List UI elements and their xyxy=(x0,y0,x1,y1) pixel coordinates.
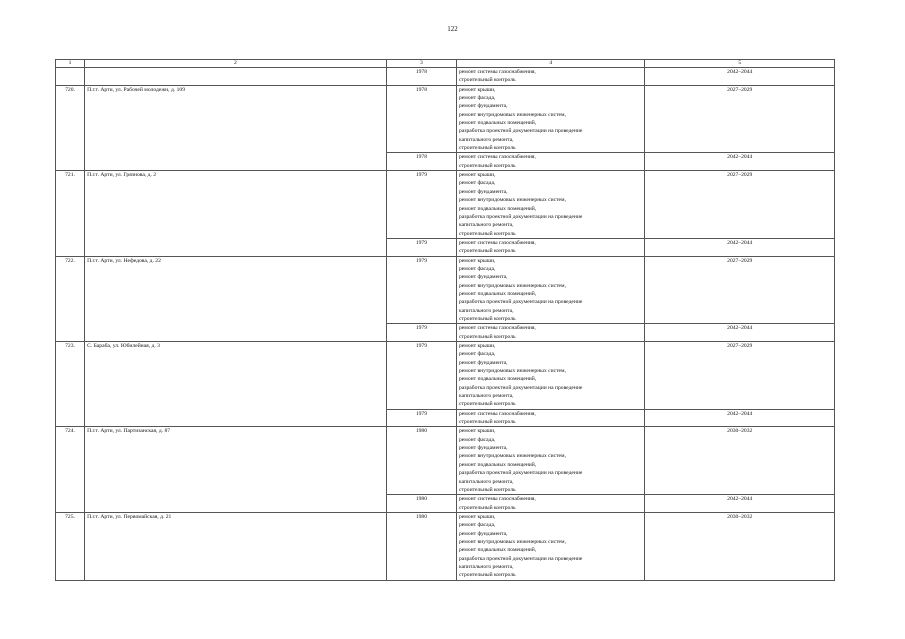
table-header-row xyxy=(56,60,835,68)
work-item: капитального ремонта, xyxy=(459,393,514,400)
work-item: ремонт фасада, xyxy=(459,265,496,272)
works-cell xyxy=(457,85,645,153)
year-cell: 1979 xyxy=(386,324,456,342)
work-item: строительный контроль xyxy=(459,486,516,493)
works-cell xyxy=(457,324,645,342)
table-row xyxy=(56,171,835,239)
year-cell: 1979 xyxy=(386,256,456,324)
work-item: ремонт подвальных помещений, xyxy=(459,547,537,554)
works-cell xyxy=(457,256,645,324)
row-number-cell: 720. xyxy=(56,85,85,170)
table-row xyxy=(56,427,835,495)
row-number-cell: 724. xyxy=(56,427,85,512)
period-cell: 2027–2029 xyxy=(645,171,835,239)
works-cell xyxy=(457,512,645,580)
work-item: ремонт системы газоснабжения, xyxy=(459,154,536,161)
work-item: разработка проектной документации на проведение xyxy=(459,470,583,477)
year-cell: 1978 xyxy=(386,85,456,153)
work-item: ремонт крыши, xyxy=(459,86,496,93)
address-cell: С. Бараба, ул. Юбилейная, д. 3 xyxy=(85,342,387,427)
period-cell: 2027–2029 xyxy=(645,342,835,410)
work-item: ремонт крыши, xyxy=(459,172,496,179)
work-item: ремонт фасада, xyxy=(459,351,496,358)
work-item: строительный контроль xyxy=(459,315,516,322)
work-item: ремонт фасада, xyxy=(459,180,496,187)
period-cell: 2042–2044 xyxy=(645,68,835,86)
work-item: капитального ремонта, xyxy=(459,222,514,229)
column-header-2: 2 xyxy=(85,60,387,68)
work-item: ремонт фасада, xyxy=(459,95,496,102)
row-number-cell: 722. xyxy=(56,256,85,341)
work-item: ремонт фасада, xyxy=(459,522,496,529)
period-cell: 2042–2044 xyxy=(645,238,835,256)
works-cell xyxy=(457,171,645,239)
work-item: ремонт системы газоснабжения, xyxy=(459,325,536,332)
column-header-3: 3 xyxy=(386,60,456,68)
period-cell: 2030–2032 xyxy=(645,512,835,580)
work-item: строительный контроль xyxy=(459,162,516,169)
period-cell: 2042–2044 xyxy=(645,324,835,342)
page-number: 122 xyxy=(447,25,458,33)
work-item: строительный контроль xyxy=(459,419,516,426)
works-cell xyxy=(457,427,645,495)
period-cell: 2030–2032 xyxy=(645,427,835,495)
address-cell: П.г.т. Арти, ул. Первомайская, д. 21 xyxy=(85,512,387,580)
work-item: ремонт внутридомовых инженерных систем, xyxy=(459,282,566,289)
work-item: ремонт системы газоснабжения, xyxy=(459,496,536,503)
work-item: ремонт внутридомовых инженерных систем, xyxy=(459,197,566,204)
row-number-cell xyxy=(56,68,85,86)
work-item: капитального ремонта, xyxy=(459,563,514,570)
table-row xyxy=(56,512,835,580)
work-item: ремонт подвальных помещений, xyxy=(459,120,537,127)
work-item: разработка проектной документации на проведение xyxy=(459,128,583,135)
work-item: ремонт крыши, xyxy=(459,428,496,435)
year-cell: 1979 xyxy=(386,171,456,239)
works-cell xyxy=(457,238,645,256)
address-cell: П.г.т. Арти, ул. Нефедова, д. 22 xyxy=(85,256,387,341)
address-cell: П.г.т. Арти, ул. Партизанская, д. 87 xyxy=(85,427,387,512)
work-item: ремонт внутридомовых инженерных систем, xyxy=(459,111,566,118)
work-item: ремонт фундамента, xyxy=(459,445,508,452)
work-item: ремонт внутридомовых инженерных систем, xyxy=(459,453,566,460)
column-header-4: 4 xyxy=(457,60,645,68)
year-cell: 1979 xyxy=(386,342,456,410)
year-cell: 1980 xyxy=(386,512,456,580)
work-item: строительный контроль xyxy=(459,401,516,408)
work-item: ремонт крыши, xyxy=(459,343,496,349)
table-row xyxy=(56,85,835,153)
work-item: ремонт внутридомовых инженерных систем, xyxy=(459,538,566,545)
work-item: капитального ремонта, xyxy=(459,136,514,143)
row-number-cell: 723. xyxy=(56,342,85,427)
work-item: капитального ремонта, xyxy=(459,478,514,485)
work-item: ремонт фундамента, xyxy=(459,359,508,366)
work-item: разработка проектной документации на проведение xyxy=(459,299,583,306)
work-item: ремонт фундамента, xyxy=(459,274,508,281)
address-cell: П.г.т. Арти, ул. Рабочей молодежи, д. 109 xyxy=(85,85,387,170)
work-item: строительный контроль xyxy=(459,145,516,152)
row-number-cell: 721. xyxy=(56,171,85,256)
works-cell xyxy=(457,153,645,171)
work-item: ремонт внутридомовых инженерных систем, xyxy=(459,368,566,375)
period-cell: 2042–2044 xyxy=(645,153,835,171)
work-item: ремонт фундамента, xyxy=(459,530,508,537)
work-item: ремонт подвальных помещений, xyxy=(459,290,537,297)
work-item: ремонт подвальных помещений, xyxy=(459,205,537,212)
period-cell: 2027–2029 xyxy=(645,256,835,324)
work-item: ремонт подвальных помещений, xyxy=(459,376,537,383)
work-item: ремонт крыши, xyxy=(459,513,496,520)
work-item: строительный контроль xyxy=(459,572,516,579)
work-item: капитального ремонта, xyxy=(459,307,514,314)
work-item: ремонт системы газоснабжения, xyxy=(459,410,536,417)
work-item: строительный контроль xyxy=(459,230,516,237)
work-item: разработка проектной документации на проведение xyxy=(459,213,583,220)
work-item: строительный контроль xyxy=(459,504,516,511)
repair-schedule-table xyxy=(55,59,835,581)
work-item: строительный контроль xyxy=(459,77,516,84)
work-item: ремонт системы газоснабжения, xyxy=(459,239,536,246)
period-cell: 2042–2044 xyxy=(645,409,835,427)
work-item: строительный контроль xyxy=(459,248,516,255)
works-cell xyxy=(457,495,645,513)
year-cell: 1978 xyxy=(386,153,456,171)
table-row xyxy=(56,68,835,86)
work-item: ремонт крыши, xyxy=(459,257,496,264)
table-body xyxy=(56,68,835,581)
work-item: ремонт фундамента, xyxy=(459,188,508,195)
work-item: строительный контроль xyxy=(459,333,516,340)
table-row xyxy=(56,256,835,324)
year-cell: 1980 xyxy=(386,495,456,513)
year-cell: 1978 xyxy=(386,68,456,86)
year-cell: 1980 xyxy=(386,427,456,495)
column-header-1: 1 xyxy=(56,60,85,68)
year-cell: 1979 xyxy=(386,238,456,256)
works-cell xyxy=(457,342,645,410)
works-cell xyxy=(457,409,645,427)
year-cell: 1979 xyxy=(386,409,456,427)
work-item: ремонт фасада, xyxy=(459,436,496,443)
row-number-cell: 725. xyxy=(56,512,85,580)
column-header-5: 5 xyxy=(645,60,835,68)
period-cell: 2042–2044 xyxy=(645,495,835,513)
work-item: ремонт подвальных помещений, xyxy=(459,461,537,468)
works-cell xyxy=(457,68,645,86)
work-item: ремонт фундамента, xyxy=(459,103,508,110)
work-item: разработка проектной документации на проведение xyxy=(459,384,583,391)
work-item: разработка проектной документации на проведение xyxy=(459,555,583,562)
work-item: ремонт системы газоснабжения, xyxy=(459,69,536,75)
address-cell xyxy=(85,68,387,86)
table-row xyxy=(56,342,835,410)
period-cell: 2027–2029 xyxy=(645,85,835,153)
address-cell: П.г.т. Арти, ул. Грязнова, д. 2 xyxy=(85,171,387,256)
